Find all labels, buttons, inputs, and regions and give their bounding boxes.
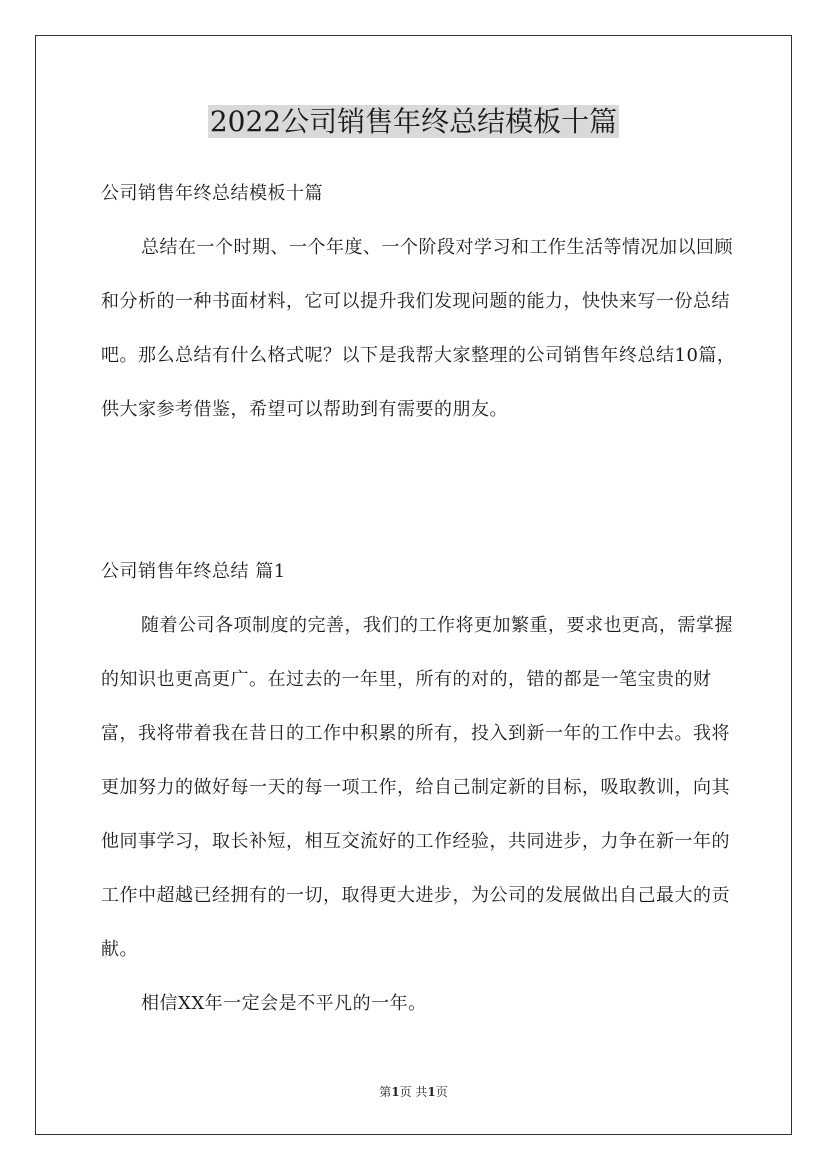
footer-page-suffix: 页 bbox=[435, 1085, 448, 1099]
footer-page-mid: 页 共 bbox=[399, 1085, 428, 1099]
page-footer bbox=[0, 1084, 827, 1100]
intro-paragraph: 总结在一个时期、一个年度、一个阶段对学习和工作生活等情况加以回顾和分析的一种书面材料，它可以提升我们发现问题的能力，快快来写一份总结吧。那么总结有什么格式呢？以下是我帮大家整理的公司销售年终总结10篇，供大家参考借鉴，希望可以帮助到有需要的朋友。 bbox=[101, 237, 736, 420]
document-title-text: 2022公司销售年终总结模板十篇 bbox=[209, 105, 618, 138]
footer-page-prefix: 第 bbox=[379, 1085, 392, 1099]
footer-page-total: 1 bbox=[427, 1085, 436, 1099]
document-title bbox=[0, 104, 827, 140]
section-1-paragraph-1: 随着公司各项制度的完善，我们的工作将更加繁重，要求也更高，需掌握的知识也更高更广。在过去的一年里，所有的对的，错的都是一笔宝贵的财富，我将带着我在昔日的工作中积累的所有，投入到新一年的工作中去。我将更加努力的做好每一天的每一项工作，给自己制定新的目标，吸取教训，向其他同事学习，取长补短，相互交流好的工作经验，共同进步，力争在新一年的工作中超越已经拥有的一切，取得更大进步，为公司的发展做出自己最大的贡献。 bbox=[101, 615, 733, 960]
document-subtitle: 公司销售年终总结模板十篇 bbox=[101, 183, 323, 204]
section-1-heading: 公司销售年终总结 篇1 bbox=[101, 561, 286, 582]
section-1-paragraph-2: 相信XX年一定会是不平凡的一年。 bbox=[141, 993, 427, 1014]
footer-page-current: 1 bbox=[391, 1085, 400, 1099]
